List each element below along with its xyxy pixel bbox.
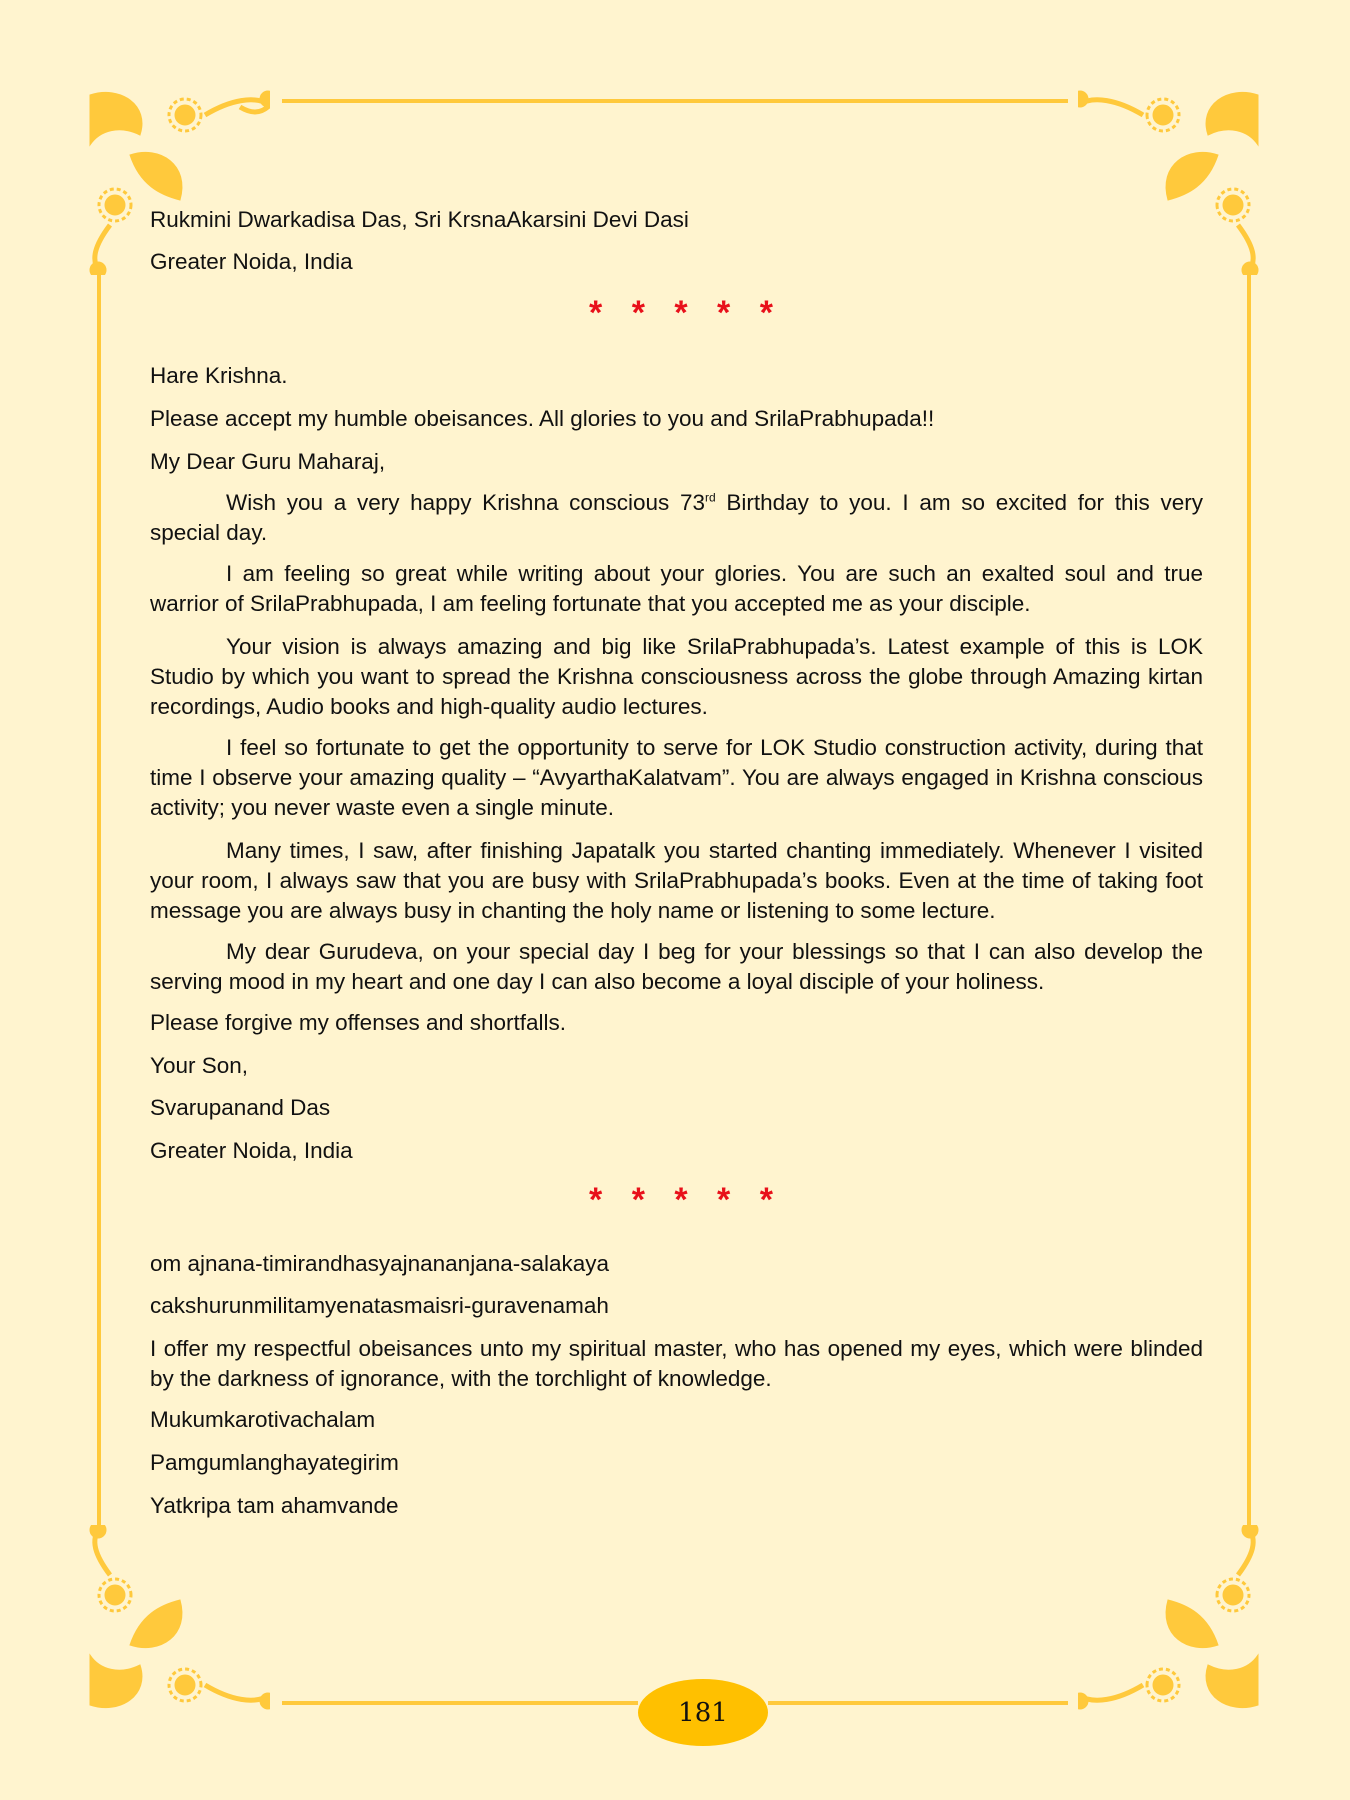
author-location: Greater Noida, India <box>150 249 353 274</box>
paragraph-glories: I am feeling so great while writing about your glories. You are such an exalted soul and true warrior of SrilaPrabhupada, I am feeling fortunate that you accepted me as your disciple. <box>150 561 1203 616</box>
greeting: Hare Krishna. <box>150 363 288 388</box>
paragraph-blessings: My dear Gurudeva, on your special day I beg for your blessings so that I can also develop the serving mood in my heart and one day I can also become a loyal disciple of your holiness. <box>150 939 1203 994</box>
separator-stars: * * * * * <box>589 1181 783 1219</box>
border-bottom-right <box>768 1701 1068 1705</box>
verse-line-3: Mukumkarotivachalam <box>150 1407 376 1432</box>
page-number: 181 <box>678 1697 728 1728</box>
author-names: Rukmini Dwarkadisa Das, Sri KrsnaAkarsini Devi Dasi <box>150 207 689 232</box>
separator-stars: * * * * * <box>589 294 783 332</box>
salutation: My Dear Guru Maharaj, <box>150 449 386 474</box>
p1-text-a: Wish you a very happy Krishna conscious 73 <box>226 490 705 515</box>
ordinal-suffix: rd <box>704 490 716 505</box>
border-top <box>282 99 1068 103</box>
verse-line-4: Pamgumlanghayategirim <box>150 1450 399 1475</box>
paragraph-vision: Your vision is always amazing and big like SrilaPrabhupada’s. Latest example of this is LOK Studio by which you want to spread the Krishna consciousness across the globe through Amazing kirtan recordings, Audio books and high-quality audio lectures. <box>150 634 1203 719</box>
verse-line-1: om ajnana-timirandhasyajnananjana-salakaya <box>150 1251 610 1276</box>
closing: Please forgive my offenses and shortfalls. <box>150 1010 567 1035</box>
obeisances: Please accept my humble obeisances. All glories to you and SrilaPrabhupada!! <box>150 406 935 431</box>
corner-ornament-icon <box>80 1525 270 1715</box>
paragraph-birthday <box>150 488 1203 548</box>
signature: Svarupanand Das <box>150 1095 331 1120</box>
verse-line-5: Yatkripa tam ahamvande <box>150 1493 399 1518</box>
signature-location: Greater Noida, India <box>150 1138 353 1163</box>
verse-translation: I offer my respectful obeisances unto my spiritual master, who has opened my eyes, which were blinded by the darkness of ignorance, with the torchlight of knowledge. <box>150 1336 1203 1391</box>
corner-ornament-icon <box>1078 1525 1268 1715</box>
border-bottom-left <box>282 1701 638 1705</box>
p1-text-b: Birthday to you. I am so excited for this very special day. <box>150 490 1203 545</box>
paragraph-service: I feel so fortunate to get the opportunity to serve for LOK Studio construction activity, during that time I observe your amazing quality – “AvyarthaKalatvam”. You are always engaged in Krishna conscious activity; you never waste even a single minute. <box>150 735 1203 820</box>
border-right <box>1247 272 1251 1534</box>
paragraph-chanting: Many times, I saw, after finishing Japatalk you started chanting immediately. Whenever I visited your room, I always saw that you are busy with SrilaPrabhupada’s books. Even at the time of taking foot message you are always busy in chanting the holy name or listening to some lecture. <box>150 838 1203 923</box>
verse-line-2: cakshurunmilitamyenatasmaisri-guravenamah <box>150 1293 609 1318</box>
signoff: Your Son, <box>150 1053 248 1078</box>
page-number-badge <box>638 1679 768 1746</box>
border-left <box>97 272 101 1534</box>
